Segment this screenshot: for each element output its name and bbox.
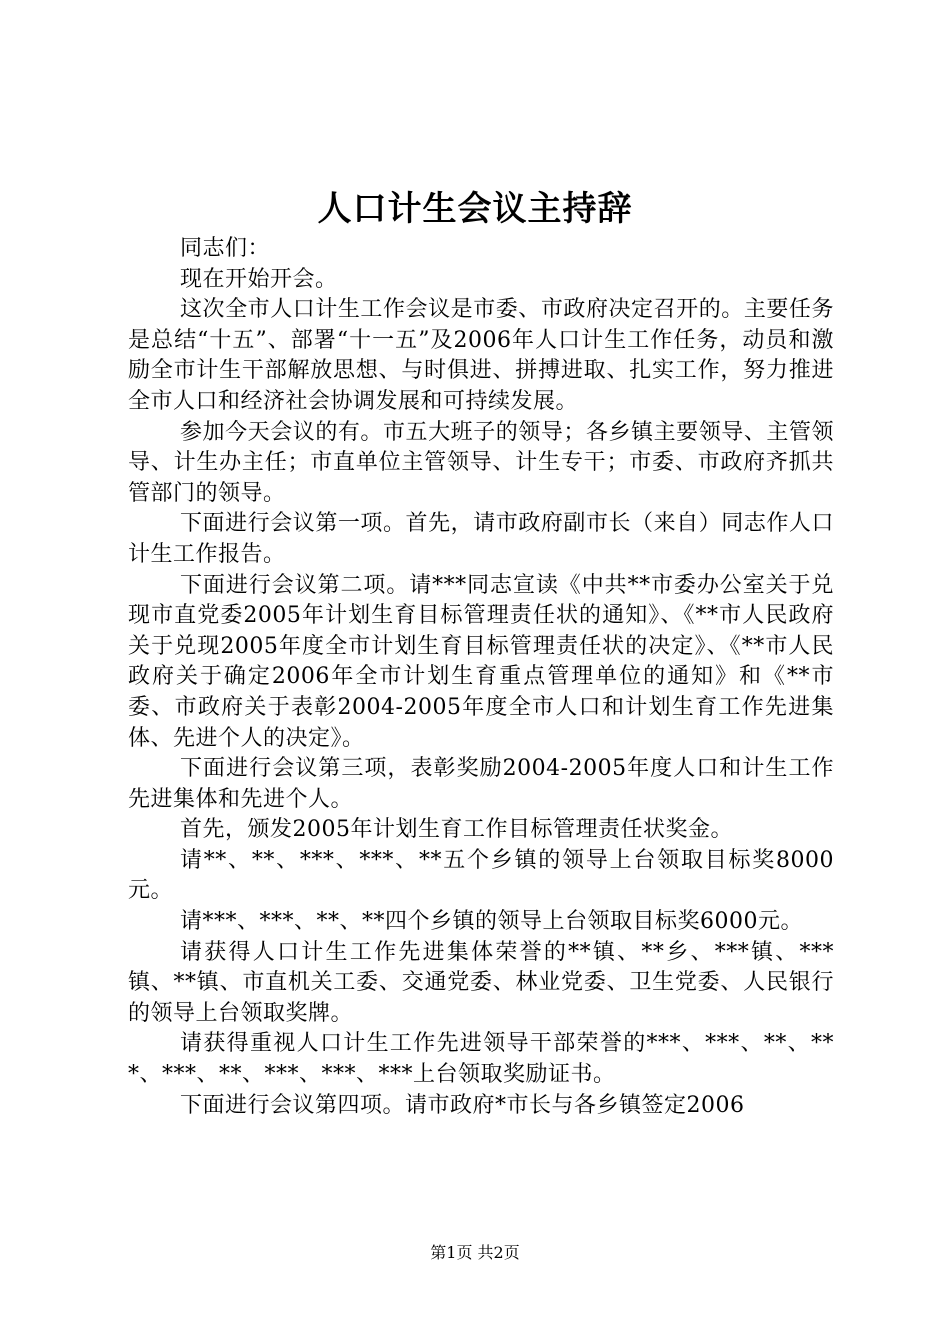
- paragraph-bonus-6000: 请***、***、**、**四个乡镇的领导上台领取目标奖6000元。: [180, 909, 803, 935]
- paragraph-item-one: 下面进行会议第一项。首先，请市政府副市长（来自）同志作人口计生工作报告。: [128, 511, 834, 567]
- paragraph-leader-awards: 请获得重视人口计生工作先进领导干部荣誉的***、***、**、***、***、**、***、***、***上台领取奖励证书。: [128, 1031, 834, 1088]
- paragraph-purpose: 这次全市人口计生工作会议是市委、市政府决定召开的。主要任务是总结“十五”、部署“十一五”及2006年人口计生工作任务，动员和激励全市计生干部解放思想、与时俱进、拼搏进取、扎实工作，努力推进全市人口和经济社会协调发展和可持续发展。: [128, 297, 834, 414]
- document-title: 人口计生会议主持辞: [317, 189, 633, 229]
- paragraph-bonus-intro: 首先，颁发2005年计划生育工作目标管理责任状奖金。: [180, 817, 733, 843]
- paragraph-item-three: 下面进行会议第三项，表彰奖励2004-2005年度人口和计生工作先进集体和先进个人。: [128, 756, 834, 812]
- paragraph-item-two: 下面进行会议第二项。请***同志宣读《中共**市委办公室关于兑现市直党委2005年计划生育目标管理责任状的通知》、《**市人民政府关于兑现2005年度全市计划生育目标管理责任状的决定》、《**市人民政府关于确定2006年全市计划生育重点管理单位的通知》和《**市委、市政府关于表彰2004-2005年度全市人口和计划生育工作先进集体、先进个人的决定》。: [128, 572, 834, 751]
- page-footer: 第1页 共2页: [430, 1243, 520, 1262]
- document-body: [128, 234, 834, 1121]
- paragraph-item-four: 下面进行会议第四项。请市政府*市长与各乡镇签定2006: [180, 1092, 745, 1118]
- paragraph-attendees: 参加今天会议的有。市五大班子的领导；各乡镇主要领导、主管领导、计生办主任；市直单位主管领导、计生专干；市委、市政府齐抓共管部门的领导。: [128, 419, 834, 506]
- paragraph-opening: 现在开始开会。: [180, 266, 338, 292]
- paragraph-bonus-8000: 请**、**、***、***、**五个乡镇的领导上台领取目标奖8000元。: [128, 847, 834, 904]
- paragraph-collective-awards: 请获得人口计生工作先进集体荣誉的**镇、**乡、***镇、***镇、**镇、市直机关工委、交通党委、林业党委、卫生党委、人民银行的领导上台领取奖牌。: [128, 939, 834, 1026]
- paragraph-salutation: 同志们：: [180, 236, 271, 261]
